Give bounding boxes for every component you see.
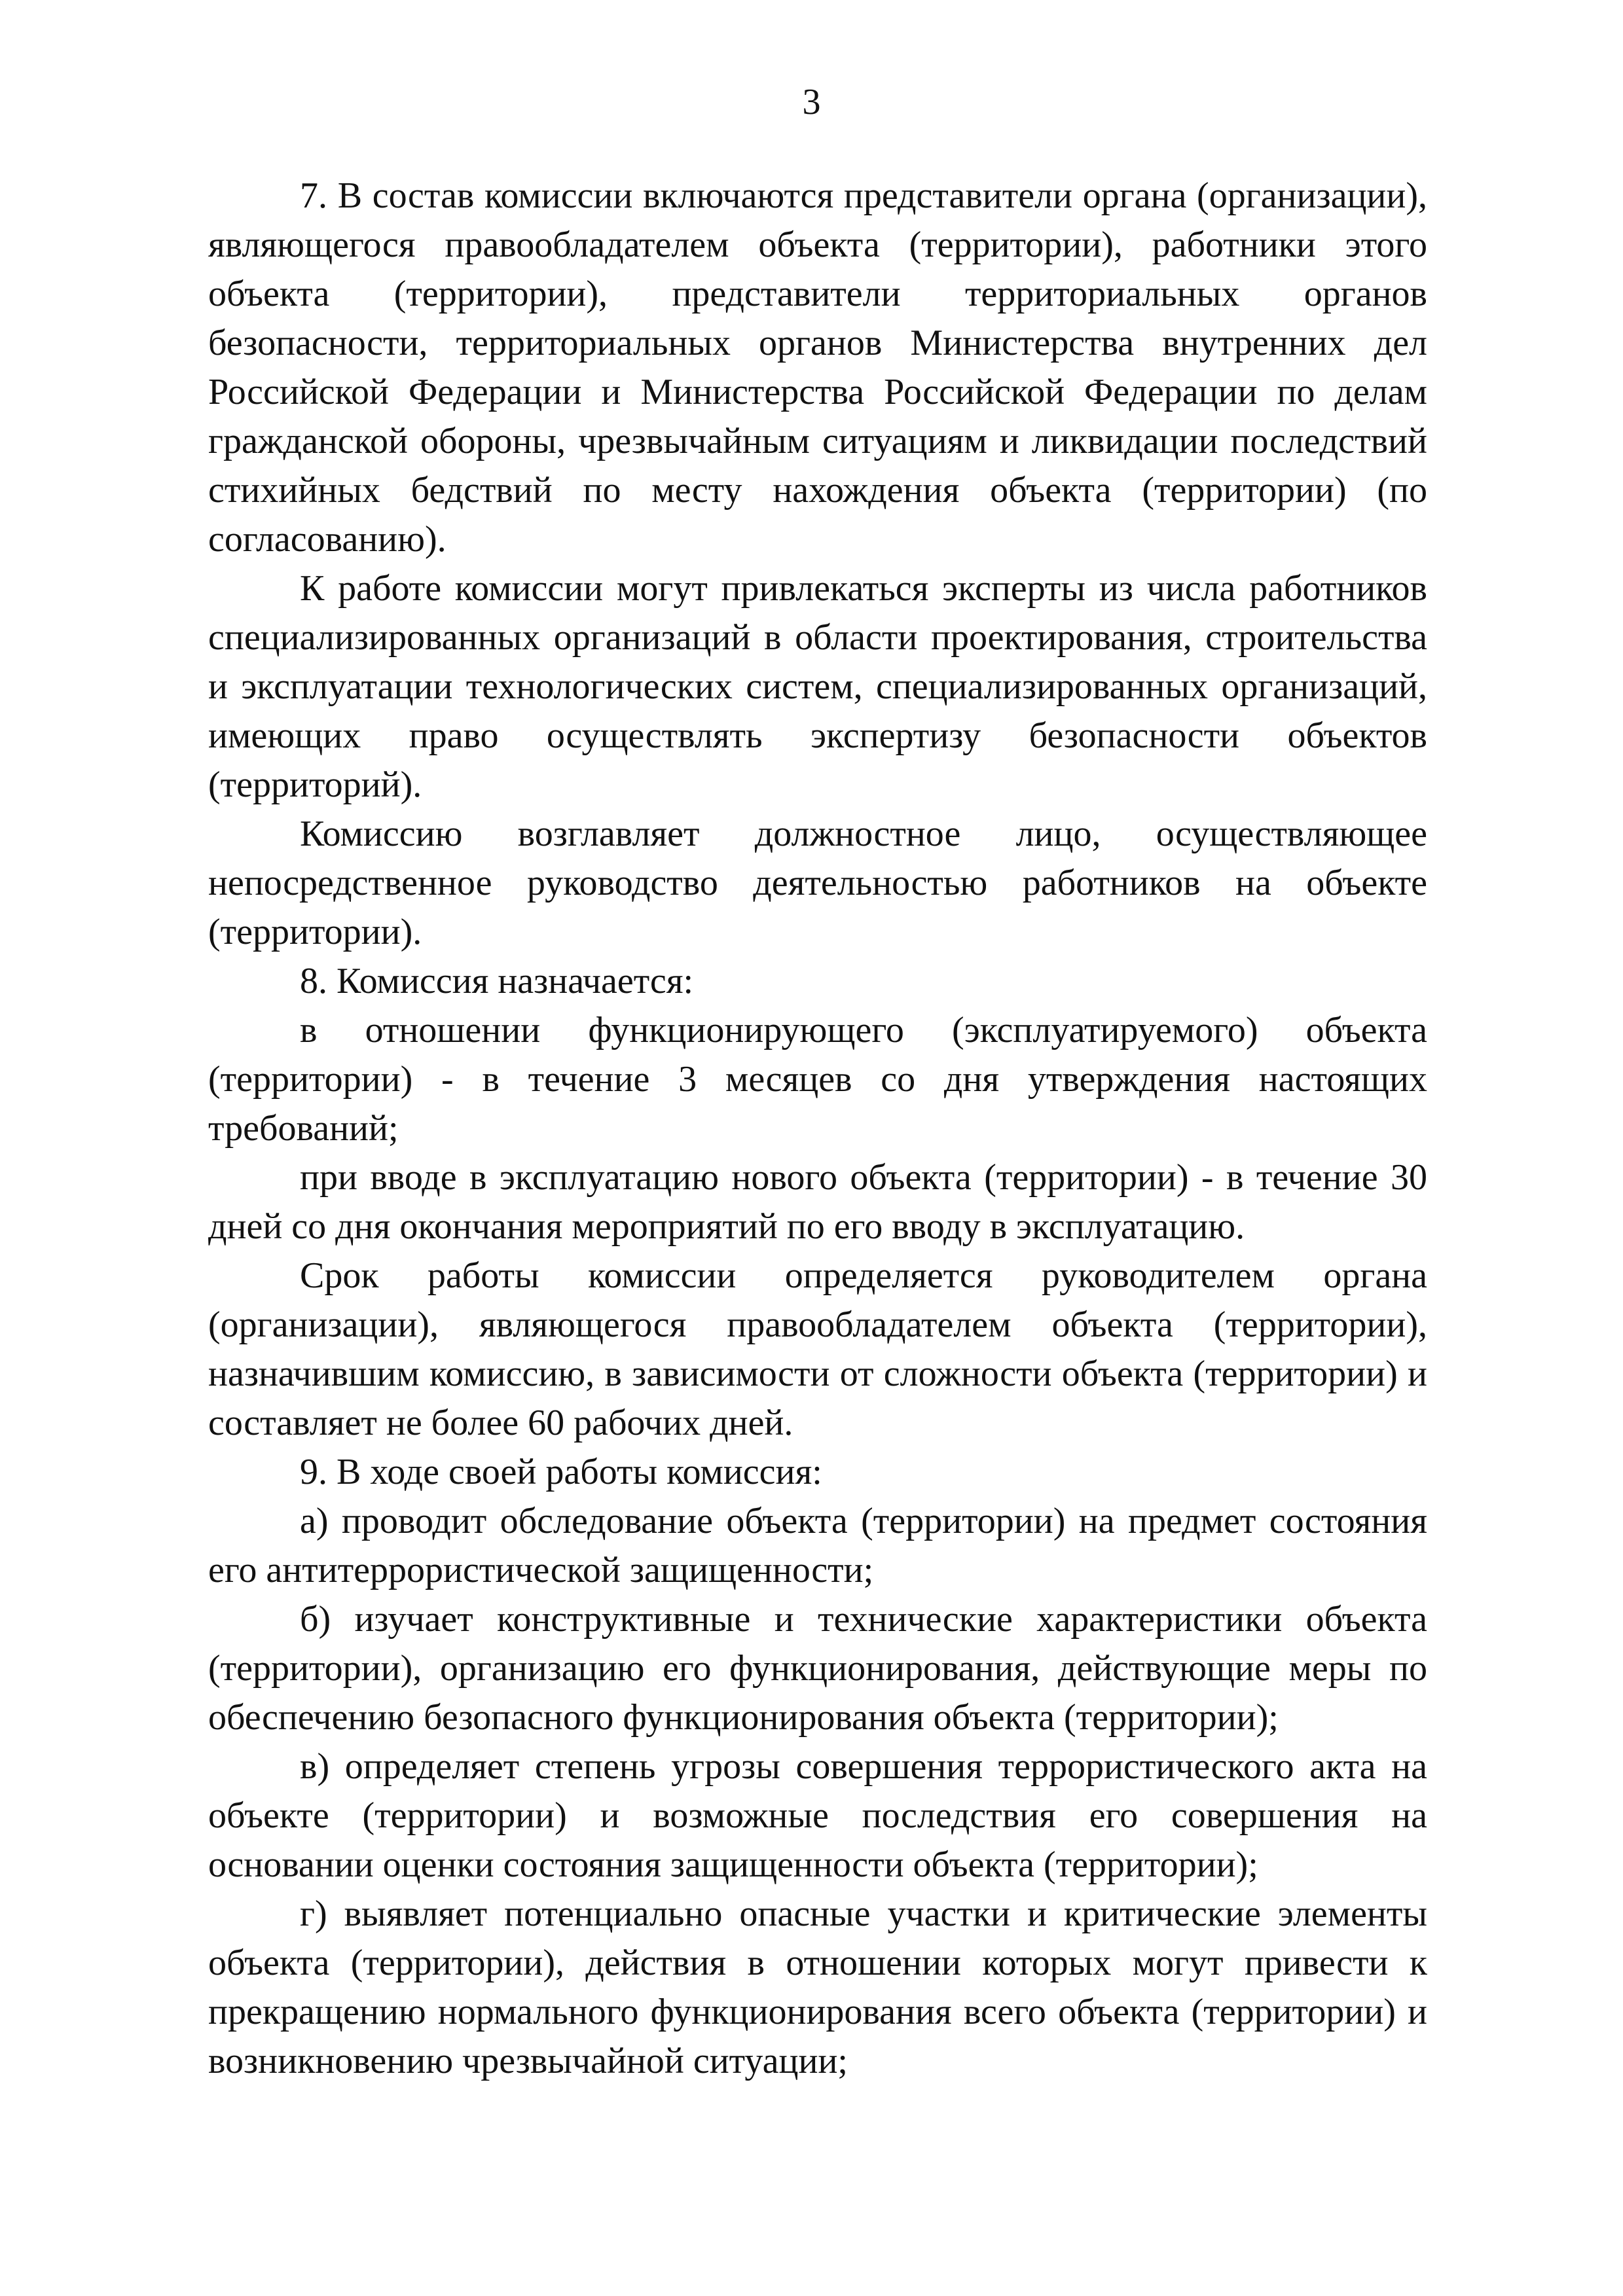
list-item-a: а) проводит обследование объекта (территории) на предмет состояния его антитеррористической защищенности; [208,1501,1427,1590]
paragraph-operating-object: в отношении функционирующего (эксплуатируемого) объекта (территории) - в течение 3 месяцев со дня утверждения настоящих требований; [208,1010,1427,1149]
paragraph-commission-head: Комиссию возглавляет должностное лицо, осуществляющее непосредственное руководство деятельностью работников на объекте (территории). [208,814,1427,952]
document-body [208,171,1427,2086]
page-number: 3 [802,82,821,122]
paragraph-new-object: при вводе в эксплуатацию нового объекта (территории) - в течение 30 дней со дня окончания мероприятий по его вводу в эксплуатацию. [208,1157,1427,1247]
paragraph-8-appointment: 8. Комиссия назначается: [300,961,694,1001]
list-item-b: б) изучает конструктивные и технические характеристики объекта (территории), организацию его функционирования, действующие меры по обеспечению безопасного функционирования объекта (территории); [208,1599,1427,1738]
paragraph-work-term: Срок работы комиссии определяется руководителем органа (организации), являющегося правообладателем объекта (территории), назначившим комиссию, в зависимости от сложности объекта (территории) и составляет не более 60 рабочих дней. [208,1255,1427,1443]
paragraph-7-commission-composition: 7. В состав комиссии включаются представители органа (организации), являющегося правообладателем объекта (территории), работники этого объекта (территории), представители территориальных органов безопасности, территориальных органов Министерства внутренних дел Российской Федерации и Министерства Российской Федерации по делам гражданской обороны, чрезвычайным ситуациям и ликвидации последствий стихийных бедствий по месту нахождения объекта (территории) (по согласованию). [208,175,1427,560]
paragraph-9-commission-duties: 9. В ходе своей работы комиссия: [300,1452,822,1492]
list-item-g: г) выявляет потенциально опасные участки и критические элементы объекта (территории), действия в отношении которых могут привести к прекращению нормального функционирования всего объекта (территории) и возникновению чрезвычайной ситуации; [208,1893,1427,2081]
list-item-v: в) определяет степень угрозы совершения террористического акта на объекте (территории) и возможные последствия его совершения на основании оценки состояния защищенности объекта (территории); [208,1746,1427,1885]
paragraph-experts: К работе комиссии могут привлекаться эксперты из числа работников специализированных организаций в области проектирования, строительства и эксплуатации технологических систем, специализированных организаций, имеющих право осуществлять экспертизу безопасности объектов (территорий). [208,568,1427,805]
